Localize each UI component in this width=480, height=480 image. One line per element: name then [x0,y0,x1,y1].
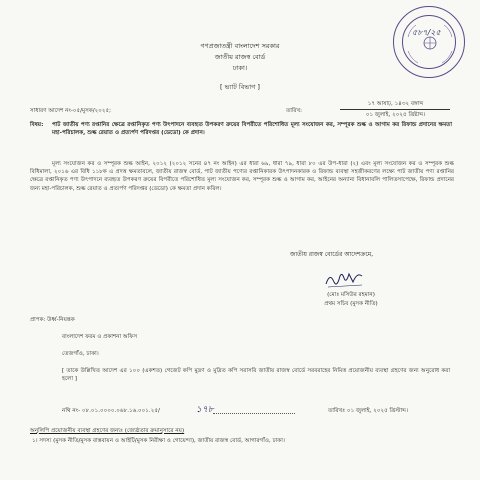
handwritten-signature-icon [322,270,370,290]
city-header: ঢাকা। [232,64,248,72]
subject-label: বিষয়: [30,122,44,128]
subject-text: পাট জাতীয় পণ্য রপ্তানির ক্ষেত্রে রপ্তানিকৃত পণ্য উৎপাদনে ব্যবহৃত উপকরণ ক্রয়ের বিপরীতে পরিশোধিত মূল্য সংযোজন কর, সম্পূরক শুল্ক ও আগাম কর রিফান্ড প্রদানের ক্ষমতা মহা-পরিচালক, শুল্ক রেয়াত ও প্রত্যর্পণ পরিদপ্তর (ডেডো) কে প্রদান। [52,122,452,137]
date-english: ০১ জুলাই, ২০২৫ খ্রিষ্টাব্দ। [365,112,426,118]
order-authority-line: জাতীয় রাজস্ব বোর্ডের আদেশক্রমে, [290,251,374,258]
department-label: [ ভ্যাট বিভাগ ] [220,83,260,91]
recipient-address: তেজগাঁও, ঢাকা। [62,351,99,357]
signatory-name: (মোঃ মসিউর রহমান) [327,292,375,298]
memo-date: তারিখঃ ০১ জুলাই, ২০২৫ খ্রিস্টাব্দ। [328,408,408,414]
govt-header: গণপ্রজাতন্ত্রী বাংলাদেশ সরকার [200,42,280,50]
signature-mark [322,270,370,290]
order-body-paragraph: মূল্য সংযোজন কর ও সম্পূরক শুল্ক আইন, ২০১২ (২০১২ সনের ৪৭ নং আইন) এর ধারা ৬৯, ধারা ৭৯, ধারা ৮০ এর উপ-ধারা (২) এবং মূল্য সংযোজন কর ও সম্পূরক শুল্ক বিধিমালা, ২০১৬ এর বিধি ১১৮ক এ প্রদত্ত ক্ষমতাবলে, জাতীয় রাজস্ব বোর্ড, পাট জাতীয় পণ্যের রপ্তানিকারক উৎপাদনকারক ও রিফান্ড ব্যবস্থা সহজীকরণের লক্ষ্যে পাট জাতীয় পণ্য রপ্তানির ক্ষেত্রে রপ্তানিকৃত পণ্য উৎপাদনে ব্যবহৃত উপকরণ ক্রয়ের বিপরীতে পরিশোধিত মূল্য সংযোজন কর, সম্পূরক শুল্ক ও আগাম কর, আইনের অন্যান্য বিধানাবলি পালিতসাপেক্ষে, রিফান্ড প্রদানের জন্য মহা-পরিচালক, শুল্ক রেয়াত ও প্রত্যর্পণ পরিদপ্তর (ডেডো) কে ক্ষমতা প্রদান করিল। [30,161,454,192]
general-order-number: সাধারণ আদেশ নং-০৫/মুসক/২০২৫; [30,108,112,114]
date-bangla: ১৭ আষাঢ়, ১৪৩২ বঙ্গাব্দ [367,101,424,107]
board-header: জাতীয় রাজস্ব বোর্ড [214,53,266,61]
recipient-note: [ তাকে উল্লিখিত আদেশ এর ১০০ (একশত) গেজেট কপি মুদ্রণ ও মুদ্রিত কপি সরাসরি জাতীয় রাজস্ব বোর্ডে সরবরাহের নিমিত্ত প্রয়োজনীয় ব্যবস্থা গ্রহণের জন্য অনুরোধ করা হলো ] [62,368,451,383]
copies-item: ১। সদস্য (মুসক নীতি/মুসক বাস্তবায়ন ও আইটি/মুসক নিরীক্ষা ও গোয়েন্দা), জাতীয় রাজস্ব বোর্ড, আগারগাঁও, ঢাকা। [32,438,285,444]
copies-heading: অনুলিপি প্রয়োজনীয় ব্যবস্থা গ্রহণের জন্যঃ (জ্যেষ্ঠতার ক্রমানুসারে নয়) [30,428,185,434]
memo-dotted-line [213,413,295,414]
seal-emblem-icon [394,7,466,79]
recipient-label: প্রাপক: উর্ধ্ব-নিয়ন্ত্রক [30,317,75,323]
office-seal [393,6,465,78]
recipient-office: বাংলাদেশ ফরম ও প্রকাশনা অফিস [62,334,138,340]
date-label: তারিখ: [286,108,303,114]
signatory-designation: প্রথম সচিব (মুসক নীতি) [324,301,378,307]
date-divider [340,109,450,110]
handwritten-stamp-number: ৫৮৭/২৫ [412,28,441,37]
memo-file-number: নথি নং- ০৮.০১.০০০০.০৬৮.১৬.০০১.২৫/ [62,408,160,414]
memo-handwritten-number: ১৭৮ [196,405,214,415]
